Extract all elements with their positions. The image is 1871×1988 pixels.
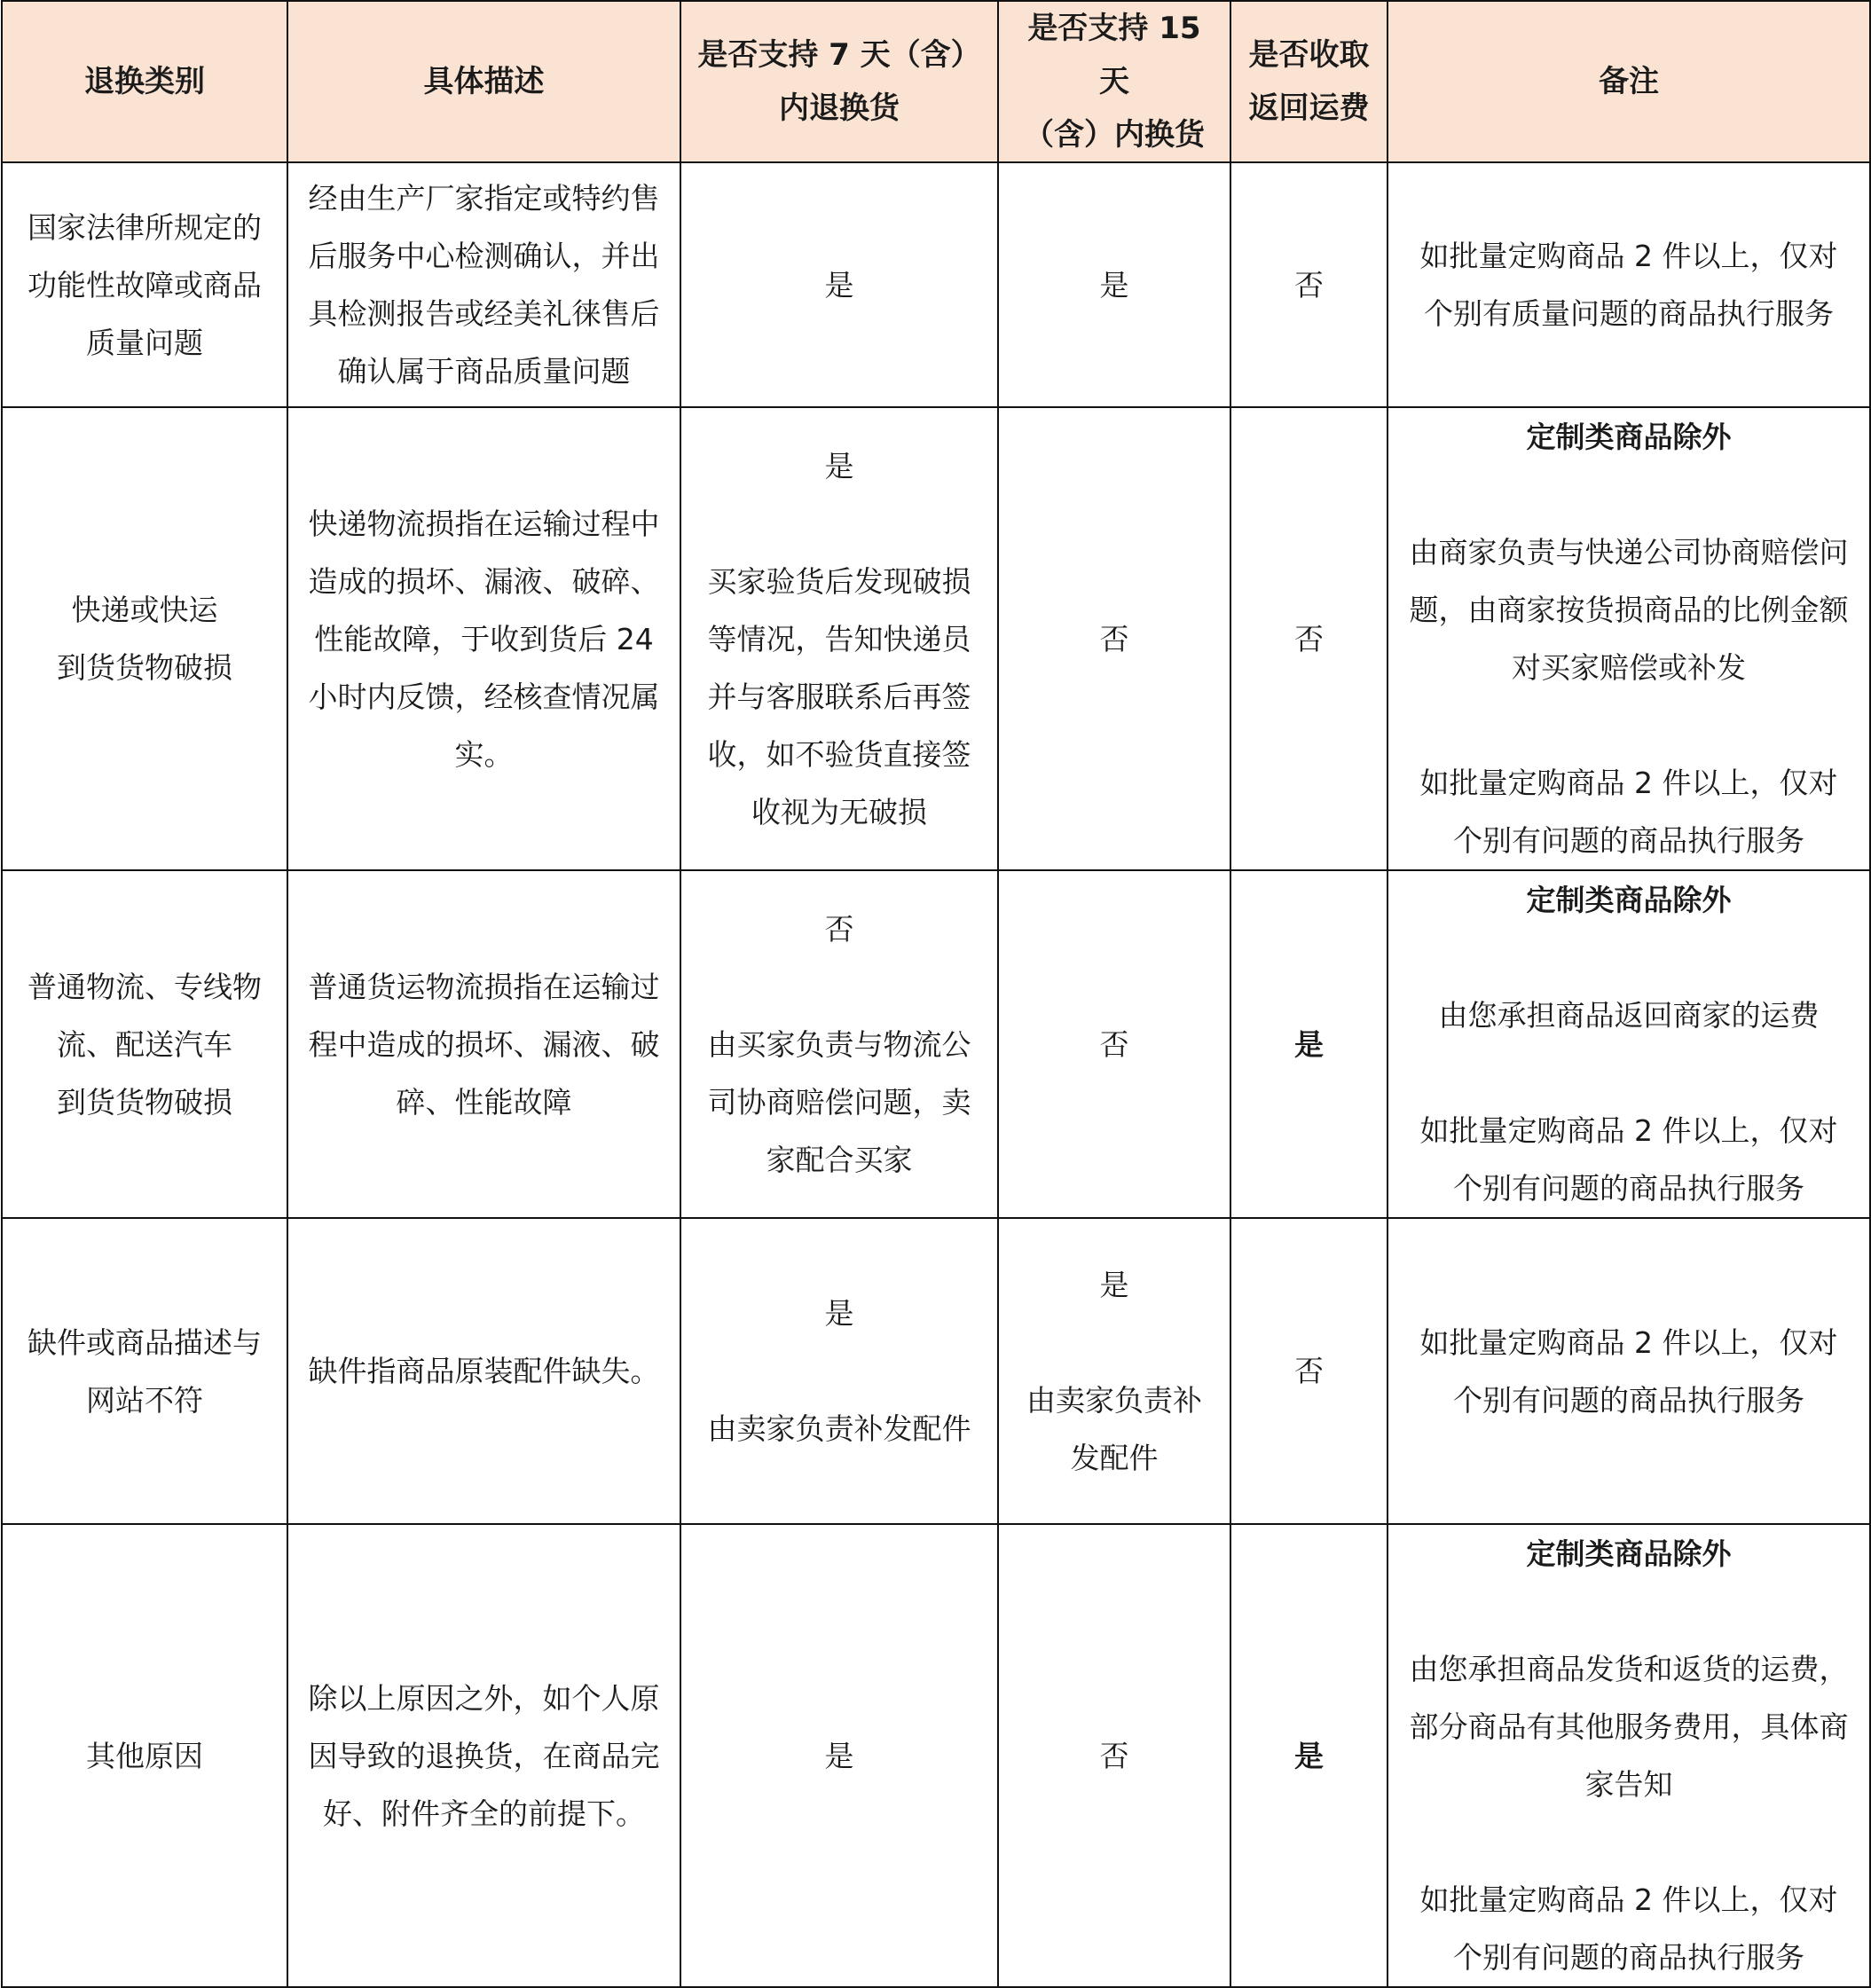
cell-category: 国家法律所规定的功能性故障或商品质量问题 [2, 162, 287, 407]
cell-description: 除以上原因之外，如个人原因导致的退换货，在商品完好、附件齐全的前提下。 [287, 1524, 680, 1987]
cell-remarks: 定制类商品除外 由您承担商品发货和返货的运费，部分商品有其他服务费用，具体商家告知 如批量定购商品 2 件以上，仅对个别有问题的商品执行服务 [1388, 1524, 1870, 1987]
cell-return-shipping-fee: 否 [1230, 162, 1388, 407]
header-return-7-days: 是否支持 7 天（含） 内退换货 [680, 1, 998, 162]
cell-category: 缺件或商品描述与网站不符 [2, 1218, 287, 1524]
cell-category: 快递或快运 到货货物破损 [2, 407, 287, 870]
cell-category: 其他原因 [2, 1524, 287, 1987]
cell-return-shipping-fee: 是 [1230, 1524, 1388, 1987]
cell-remarks: 如批量定购商品 2 件以上，仅对个别有质量问题的商品执行服务 [1388, 162, 1870, 407]
cell-return-7-days: 否 由买家负责与物流公司协商赔偿问题，卖家配合买家 [680, 870, 998, 1218]
cell-return-shipping-fee: 是 [1230, 870, 1388, 1218]
header-category: 退换类别 [2, 1, 287, 162]
cell-description: 快递物流损指在运输过程中造成的损坏、漏液、破碎、性能故障，于收到货后 24 小时内反馈，经核查情况属实。 [287, 407, 680, 870]
header-exchange-15-days: 是否支持 15 天 （含）内换货 [998, 1, 1230, 162]
table-row [2, 407, 1870, 870]
header-return-shipping-fee: 是否收取 返回运费 [1230, 1, 1388, 162]
cell-exchange-15-days: 是 由卖家负责补发配件 [998, 1218, 1230, 1524]
table-row [2, 1218, 1870, 1524]
table-row [2, 162, 1870, 407]
cell-remarks: 定制类商品除外 由您承担商品返回商家的运费 如批量定购商品 2 件以上，仅对个别有问题的商品执行服务 [1388, 870, 1870, 1218]
return-policy-table [1, 0, 1871, 1988]
cell-exchange-15-days: 否 [998, 870, 1230, 1218]
cell-remarks: 如批量定购商品 2 件以上，仅对个别有问题的商品执行服务 [1388, 1218, 1870, 1524]
cell-exchange-15-days: 是 [998, 162, 1230, 407]
table-row [2, 870, 1870, 1218]
header-description: 具体描述 [287, 1, 680, 162]
cell-remarks: 定制类商品除外 由商家负责与快递公司协商赔偿问题，由商家按货损商品的比例金额对买家赔偿或补发 如批量定购商品 2 件以上，仅对个别有问题的商品执行服务 [1388, 407, 1870, 870]
cell-description: 普通货运物流损指在运输过程中造成的损坏、漏液、破碎、性能故障 [287, 870, 680, 1218]
cell-return-shipping-fee: 否 [1230, 407, 1388, 870]
cell-return-7-days: 是 买家验货后发现破损等情况，告知快递员并与客服联系后再签收，如不验货直接签收视为无破损 [680, 407, 998, 870]
cell-exchange-15-days: 否 [998, 407, 1230, 870]
table-header-row [2, 1, 1870, 162]
cell-category: 普通物流、专线物流、配送汽车 到货货物破损 [2, 870, 287, 1218]
cell-return-7-days: 是 [680, 162, 998, 407]
cell-return-7-days: 是 由卖家负责补发配件 [680, 1218, 998, 1524]
cell-description: 缺件指商品原装配件缺失。 [287, 1218, 680, 1524]
header-remarks: 备注 [1388, 1, 1870, 162]
cell-return-7-days: 是 [680, 1524, 998, 1987]
table-row [2, 1524, 1870, 1987]
cell-description: 经由生产厂家指定或特约售后服务中心检测确认，并出具检测报告或经美礼徕售后确认属于商品质量问题 [287, 162, 680, 407]
cell-return-shipping-fee: 否 [1230, 1218, 1388, 1524]
cell-exchange-15-days: 否 [998, 1524, 1230, 1987]
